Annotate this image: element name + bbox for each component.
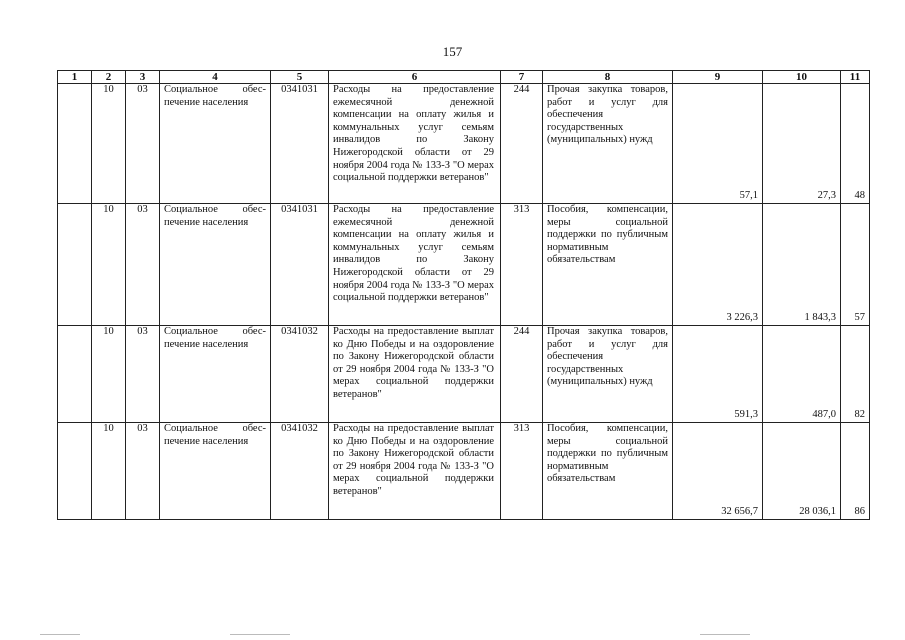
column-header: 11: [841, 71, 870, 84]
budget-table: [57, 70, 870, 520]
cell-actual: 27,3: [763, 84, 841, 204]
cell-col1: [58, 423, 92, 520]
cell-expense-type: 244: [501, 84, 543, 204]
cell-percent: 82: [841, 326, 870, 423]
scan-artifact: [700, 634, 750, 635]
cell-plan: 3 226,3: [673, 204, 763, 326]
column-header: 6: [329, 71, 501, 84]
cell-plan: 57,1: [673, 84, 763, 204]
cell-section-name: Социальное обес-печение населения: [160, 423, 271, 520]
column-header: 9: [673, 71, 763, 84]
cell-description: Расходы на предоставление выплат ко Дню Победы и на оздоровление по Закону Нижегородской области от 29 ноября 2004 года № 133-З "О мерах социальной поддержки ветеранов": [329, 423, 501, 520]
cell-expense-type-name: Прочая закупка товаров, работ и услуг для обеспечения государственных (муниципальных) нужд: [543, 84, 673, 204]
cell-plan: 32 656,7: [673, 423, 763, 520]
cell-expense-type: 313: [501, 204, 543, 326]
column-header: 2: [92, 71, 126, 84]
cell-subsection: 03: [126, 423, 160, 520]
cell-percent: 57: [841, 204, 870, 326]
cell-section: 10: [92, 423, 126, 520]
cell-expense-type-name: Пособия, компенсации, меры социальной поддержки по публичным нормативным обязательствам: [543, 423, 673, 520]
cell-actual: 28 036,1: [763, 423, 841, 520]
column-header: 4: [160, 71, 271, 84]
cell-expense-type: 313: [501, 423, 543, 520]
cell-expense-type-name: Прочая закупка товаров, работ и услуг для обеспечения государственных (муниципальных) нужд: [543, 326, 673, 423]
column-header: 7: [501, 71, 543, 84]
cell-subsection: 03: [126, 204, 160, 326]
cell-target-code: 0341031: [271, 204, 329, 326]
scan-artifact: [230, 634, 290, 635]
cell-section-name: Социальное обес-печение населения: [160, 204, 271, 326]
cell-plan: 591,3: [673, 326, 763, 423]
column-header: 1: [58, 71, 92, 84]
cell-target-code: 0341032: [271, 423, 329, 520]
column-header: 5: [271, 71, 329, 84]
table-row: [58, 423, 870, 520]
cell-target-code: 0341031: [271, 84, 329, 204]
cell-col1: [58, 204, 92, 326]
table-row: [58, 326, 870, 423]
cell-subsection: 03: [126, 84, 160, 204]
cell-section: 10: [92, 204, 126, 326]
cell-description: Расходы на предоставление ежемесячной денежной компенсации на оплату жилья и коммунальных услуг семьям инвалидов по Закону Нижегородской области от 29 ноября 2004 года № 133-З "О мерах социальной поддержки ветеранов": [329, 204, 501, 326]
cell-section-name: Социальное обес-печение населения: [160, 84, 271, 204]
cell-actual: 1 843,3: [763, 204, 841, 326]
cell-col1: [58, 84, 92, 204]
cell-description: Расходы на предоставление выплат ко Дню Победы и на оздоровление по Закону Нижегородской области от 29 ноября 2004 года № 133-З "О мерах социальной поддержки ветеранов": [329, 326, 501, 423]
column-header: 10: [763, 71, 841, 84]
cell-description: Расходы на предоставление ежемесячной денежной компенсации на оплату жилья и коммунальных услуг семьям инвалидов по Закону Нижегородской области от 29 ноября 2004 года № 133-З "О мерах социальной поддержки ветеранов": [329, 84, 501, 204]
page-number: 157: [442, 44, 463, 59]
cell-section-name: Социальное обес-печение населения: [160, 326, 271, 423]
cell-section: 10: [92, 84, 126, 204]
table-row: [58, 84, 870, 204]
cell-percent: 48: [841, 84, 870, 204]
column-header: 8: [543, 71, 673, 84]
cell-section: 10: [92, 326, 126, 423]
cell-percent: 86: [841, 423, 870, 520]
cell-actual: 487,0: [763, 326, 841, 423]
cell-expense-type: 244: [501, 326, 543, 423]
scan-artifact: [40, 634, 80, 635]
cell-expense-type-name: Пособия, компенсации, меры социальной поддержки по публичным нормативным обязательствам: [543, 204, 673, 326]
column-header: 3: [126, 71, 160, 84]
table-row: [58, 204, 870, 326]
cell-col1: [58, 326, 92, 423]
cell-subsection: 03: [126, 326, 160, 423]
header-row: [58, 71, 870, 84]
cell-target-code: 0341032: [271, 326, 329, 423]
